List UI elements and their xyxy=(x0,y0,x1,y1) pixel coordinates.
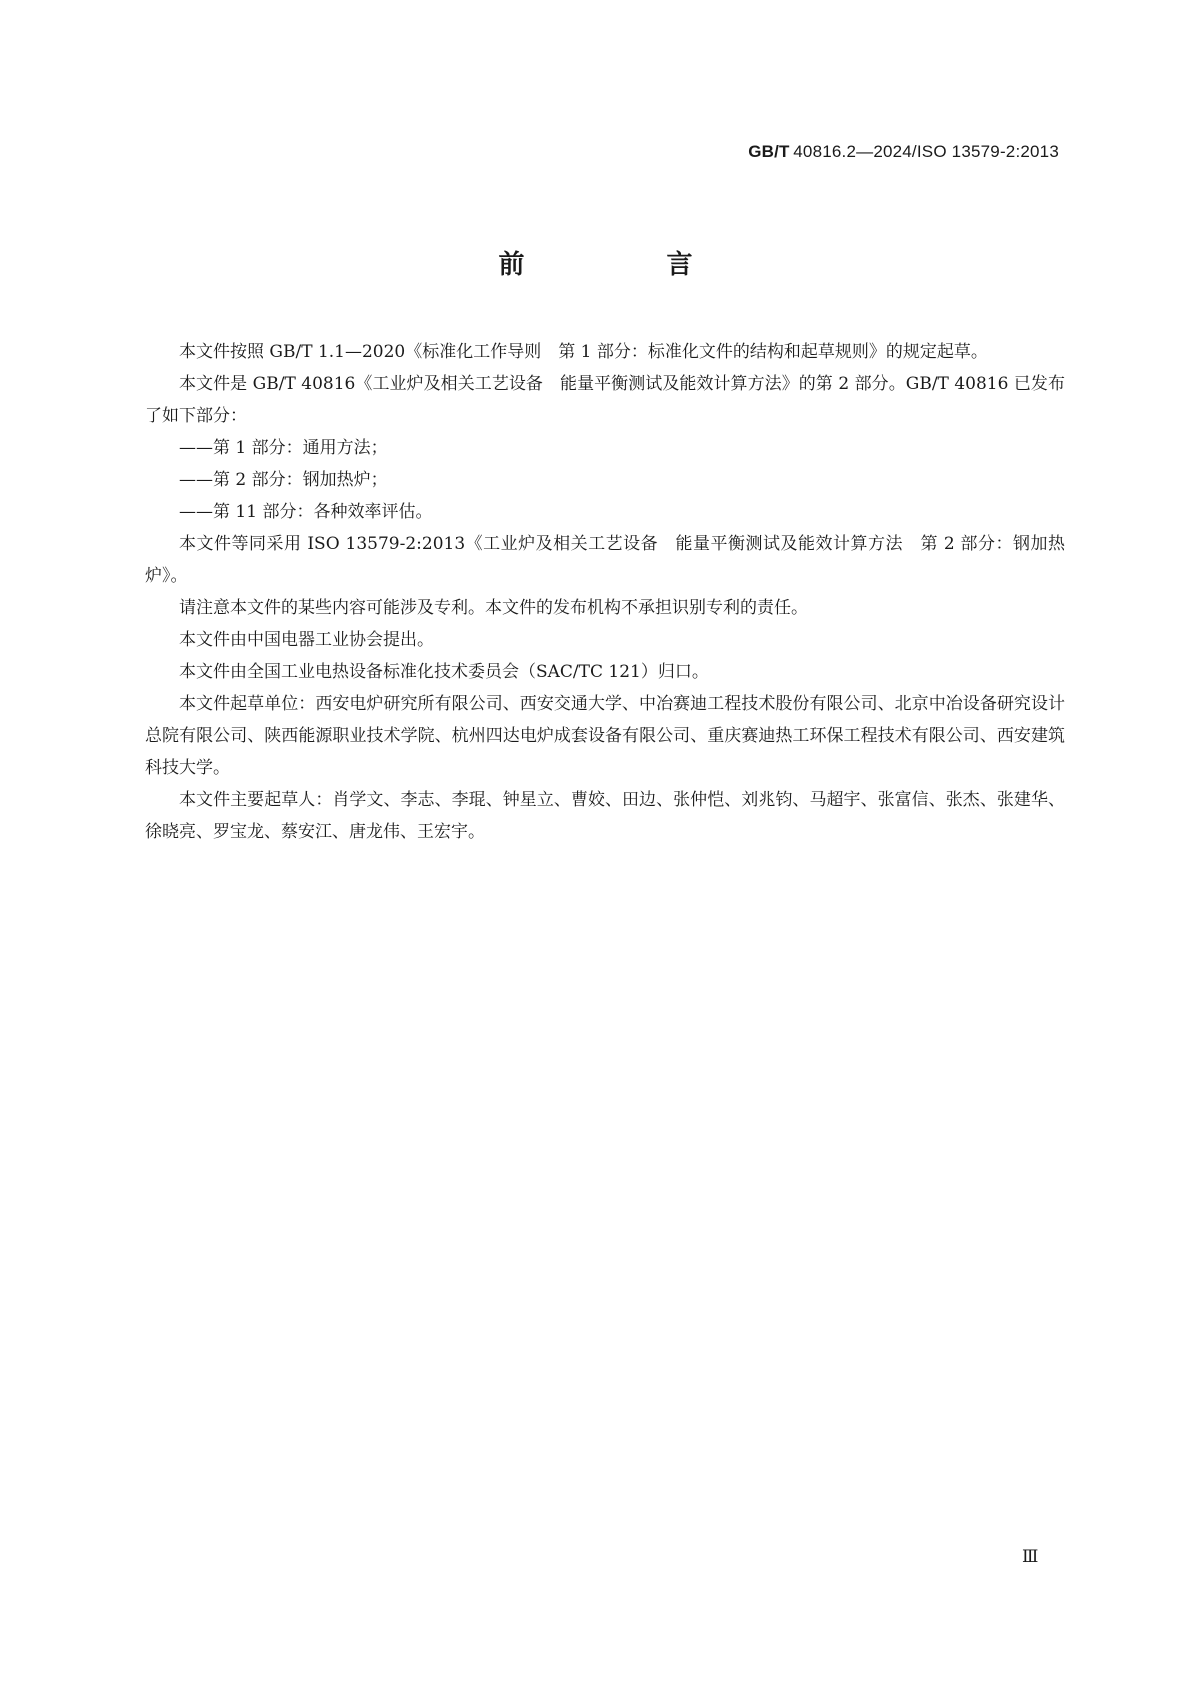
paragraph-drafting-units: 本文件起草单位：西安电炉研究所有限公司、西安交通大学、中冶赛迪工程技术股份有限公司、北京中冶设备研究设计总院有限公司、陕西能源职业技术学院、杭州四达电炉成套设备有限公司、重庆赛迪热工环保工程技术有限公司、西安建筑科技大学。 xyxy=(145,694,1065,778)
paragraph-drafters: 本文件主要起草人：肖学文、李志、李琨、钟星立、曹姣、田边、张仲恺、刘兆钧、马超宇、张富信、张杰、张建华、徐晓亮、罗宝龙、蔡安江、唐龙伟、王宏宇。 xyxy=(145,790,1065,842)
paragraph-drafting-rules: 本文件按照 GB/T 1.1—2020《标准化工作导则 第 1 部分：标准化文件的结构和起草规则》的规定起草。 xyxy=(179,342,988,362)
foreword-body xyxy=(145,336,1065,848)
paragraph-proposer: 本文件由中国电器工业协会提出。 xyxy=(179,630,434,650)
paragraph-patent-notice: 请注意本文件的某些内容可能涉及专利。本文件的发布机构不承担识别专利的责任。 xyxy=(179,598,808,618)
standard-number: 40816.2—2024/ISO 13579-2:2013 xyxy=(793,142,1059,161)
paragraph-iso-adoption: 本文件等同采用 ISO 13579-2:2013《工业炉及相关工艺设备 能量平衡测试及能效计算方法 第 2 部分：钢加热炉》。 xyxy=(145,534,1065,586)
list-item-part-11: ——第 11 部分：各种效率评估。 xyxy=(179,502,433,522)
document-code-header xyxy=(748,142,1059,162)
page-number: Ⅲ xyxy=(1022,1547,1039,1566)
list-item-part-1: ——第 1 部分：通用方法； xyxy=(179,438,388,458)
list-item-part-2: ——第 2 部分：钢加热炉； xyxy=(179,470,388,490)
paragraph-series-description: 本文件是 GB/T 40816《工业炉及相关工艺设备 能量平衡测试及能效计算方法》的第 2 部分。GB/T 40816 已发布了如下部分： xyxy=(145,374,1065,426)
standard-code-prefix: GB/T xyxy=(748,142,790,161)
page-title: 前 言 xyxy=(498,250,751,280)
paragraph-committee: 本文件由全国工业电热设备标准化技术委员会（SAC/TC 121）归口。 xyxy=(179,662,709,682)
